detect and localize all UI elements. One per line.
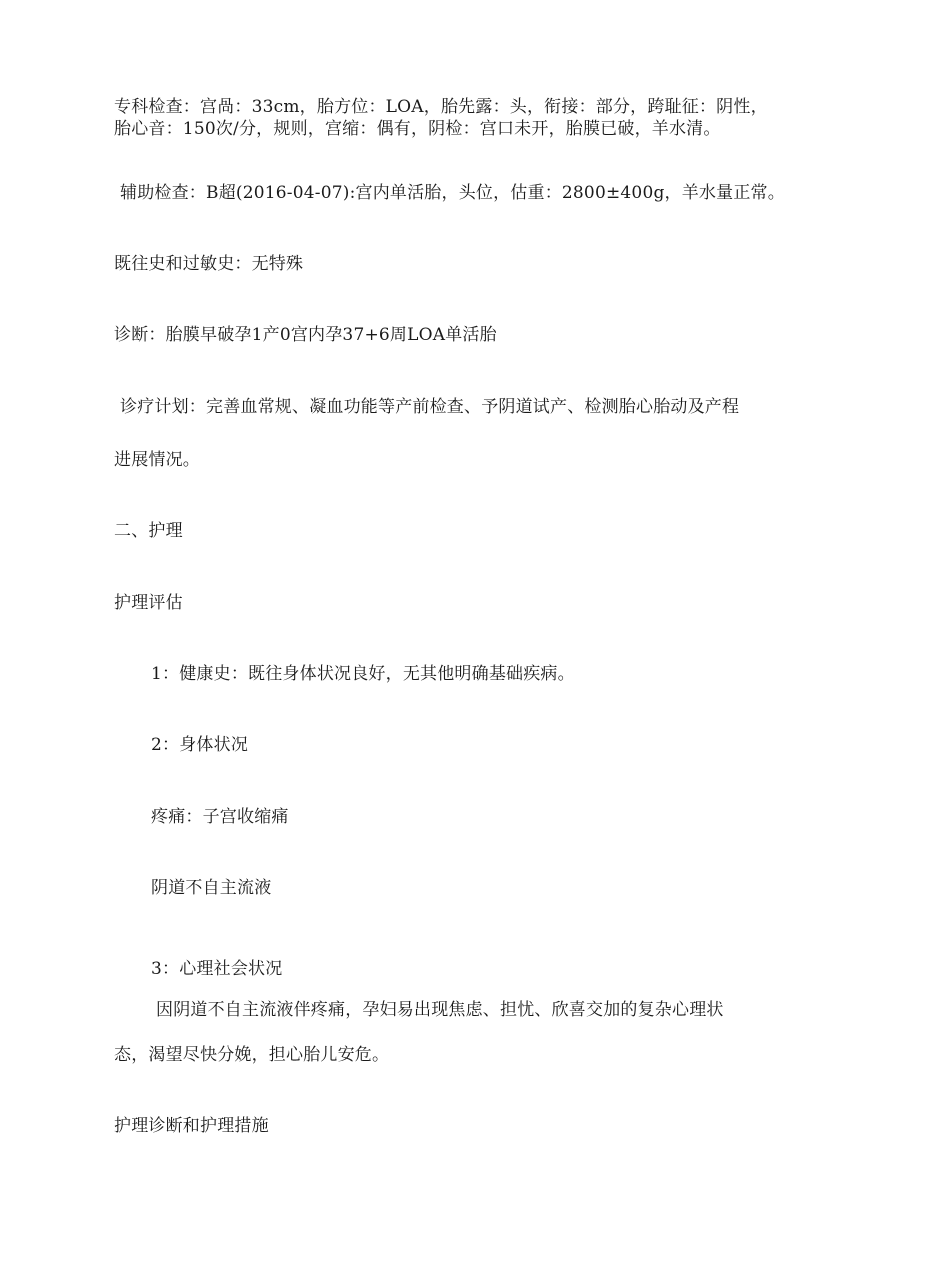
item-psychosocial: 3：心理社会状况 <box>151 959 283 979</box>
exam-line-2: 胎心音：150次/分，规则，宫缩：偶有，阴检：宫口未开，胎膜已破，羊水清。 <box>114 119 721 139</box>
item-physical-status: 2：身体状况 <box>151 735 249 755</box>
pain-line: 疼痛：子宫收缩痛 <box>151 807 289 827</box>
nursing-diagnosis-heading: 护理诊断和护理措施 <box>114 1116 269 1136</box>
item-health-history: 1：健康史：既往身体状况良好，无其他明确基础疾病。 <box>151 664 575 684</box>
exam-line-1: 专科检查：宫咼：33cm，胎方位：LOA，胎先露：头，衔接：部分，跨耻征：阴性， <box>114 97 768 117</box>
history: 既往史和过敏史：无特殊 <box>114 254 304 274</box>
diagnosis: 诊断：胎膜早破孕1产0宫内孕37+6周LOA单活胎 <box>114 325 497 345</box>
nursing-assessment-heading: 护理评估 <box>114 593 183 613</box>
plan-line-2: 进展情况。 <box>114 450 200 470</box>
fluid-line: 阴道不自主流液 <box>151 878 272 898</box>
psych-line-2: 态，渴望尽快分娩，担心胎儿安危。 <box>114 1045 390 1065</box>
section-heading-nursing: 二、护理 <box>114 521 183 541</box>
plan-line-1: 诊疗计划：完善血常规、凝血功能等产前检查、予阴道试产、检测胎心胎动及产程 <box>120 397 740 417</box>
psych-line-1: 因阴道不自主流液伴疼痛，孕妇易出现焦虑、担忧、欣喜交加的复杂心理状 <box>156 1000 724 1020</box>
aux-exam: 辅助检查：B超(2016-04-07):宫内单活胎，头位，估重：2800±400g，羊水量正常。 <box>120 183 785 203</box>
